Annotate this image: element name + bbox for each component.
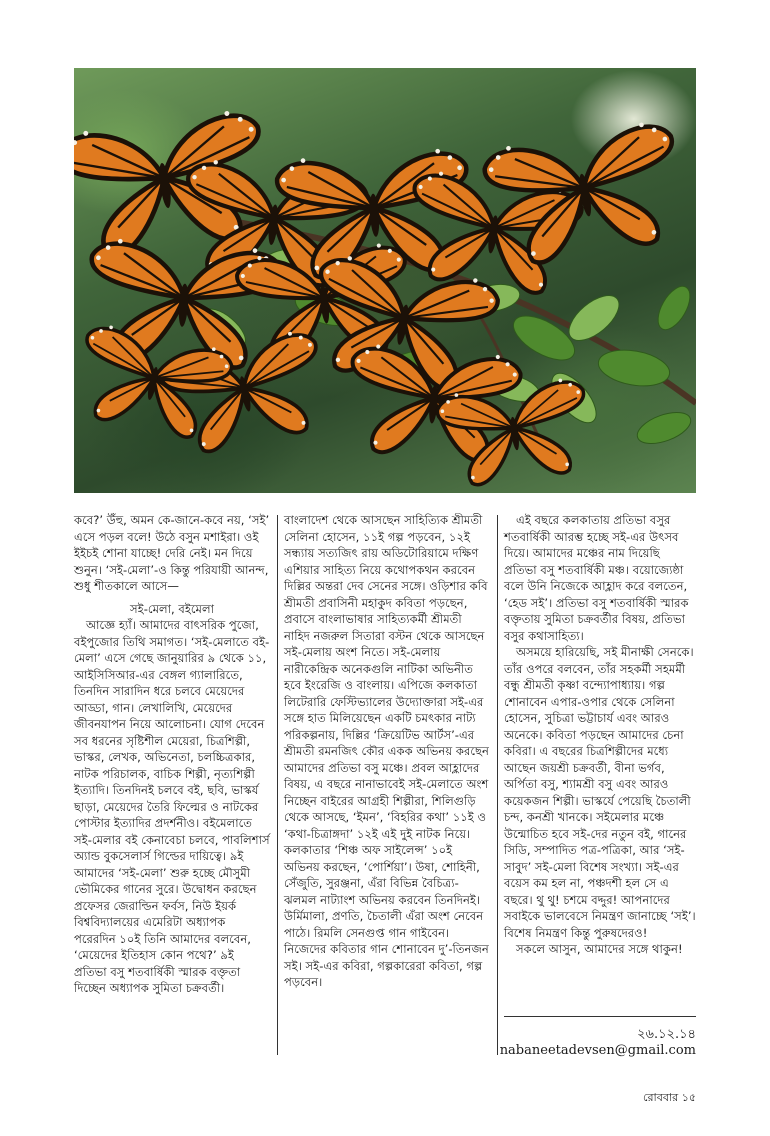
column-divider — [277, 515, 278, 1055]
leaf — [633, 406, 695, 450]
paragraph: বাংলাদেশ থেকে আসছেন সাহিত্যিক শ্রীমতী সেলিনা হোসেন, ১১ই গল্প পড়বেন, ১২ই সন্ধ্যায় সত্যজিৎ রায় অডিটোরিয়ামে দক্ষিণ এশিয়ার সাহিত্য নিয়ে কথোপকথন করবেন দিল্লির অন্তরা দেব সেনের সঙ্গে। ওড়িশার কবি শ্রীমতী প্রবাসিনী মহাকুদ কবিতা পড়ছেন, প্রবাসে বাংলাভাষার সাহিত্যকর্মী শ্রীমতী নাহিদ নজরুল সিতারা বস্টন থেকে আসছেন সই-মেলায় অংশ নিতে। সই-মেলায় নারীকেন্দ্রিক অনেকগুলি নাটিকা অভিনীত হবে ইংরেজি ও বাংলায়। এপিজে কলকাতা লিটেরারি ফেস্টিভ্যালের উদ্যোক্তারা সই-এর সঙ্গে হাত মিলিয়েছেন একটি চমৎকার নাট্য পরিকল্পনায়, দিল্লির ‘ক্রিয়েটিভ আর্টস’-এর শ্রীমতী রমনজিৎ কৌর একক অভিনয় করছেন আমাদের প্রতিভা বসু মঞ্চে। প্রবল আহ্লাদের বিষয়, এ বছরে নানাভাবেই সই-মেলাতে অংশ নিচ্ছেন বাইরের আগ্রহী শিল্পীরা, শিলিগুড়ি থেকে আসছে, ‘ইমন’, ‘বিহরির কথা’ ১১ই ও ‘কথা-চিত্রাঙ্গদা’ ১২ই এই দুই নাটক নিয়ে। কলকাতার ‘শিঞ্চ অফ সাইলেন্স’ ১০ই অভিনয় করছেন, ‘পোর্শিয়া’। উষা, শোহিনী, সেঁজুতি, সুরঞ্জনা, এঁরা বিভিন্ন বৈচিত্র্য-ঝলমল নাট্যাংশ অভিনয় করবেন তিনদিনই। উর্মিমালা, প্রণতি, চৈতালী এঁরা অংশ নেবেন পাঠে। রিমলি সেনগুপ্ত গান গাইবেন। নিজেদের কবিতার গান শোনাবেন দু’-তিনজন সই। সই-এর কবিরা, গল্পকারেরা কবিতা, গল্প পড়বেন। — [284, 513, 489, 989]
wing — [235, 331, 321, 388]
article-column-2 — [284, 512, 490, 991]
butterfly-photo — [74, 68, 696, 493]
author-email: nabaneetadevsen@gmail.com — [499, 1043, 696, 1058]
article-column-3 — [504, 512, 696, 958]
leaf — [596, 345, 673, 391]
paragraph: আজ্ঞে হ্যাঁ। আমাদের বাৎসরিক পুজো, বইপুজোর তিথি সমাগত। ‘সই-মেলাতে বই-মেলা’ এসে গেছে জানুয়ারির ৯ থেকে ১১, আইসিসিআর-এর বেঙ্গল গ্যালারিতে, তিনদিন সারাদিন ধরে চলবে মেয়েদের আড্ডা, গান। লেখালিখি, মেয়েদের জীবনযাপন নিয়ে আলোচনা। যোগ দেবেন সব ধরনের সৃষ্টিশীল মেয়েরা, চিত্রশিল্পী, ভাস্কর, লেখক, অভিনেতা, চলচ্চিত্রকার, নাটক পরিচালক, বাচিক শিল্পী, নৃত্যশিল্পী ইত্যাদি। তিনদিনই চলবে বই, ছবি, ভাস্কর্য ছাড়া, মেয়েদের তৈরি ফিল্মের ও নাটকের পোস্টার ইত্যাদির প্রদর্শনীও। বইমেলাতে সই-মেলার বই কেনাবেচা চলবে, পাবলিশার্স অ্যান্ড বুকসেলার্স গিল্ডের দায়িত্বে। ৯ই আমাদের ‘সই-মেলা’ শুরু হচ্ছে মৌসুমী ভৌমিকের গানের সুরে। উদ্বোধন করছেন প্রফেসর জেরাল্ডিন ফর্বস, নিউ ইয়র্ক বিশ্ববিদ্যালয়ের এমেরিটা অধ্যাপক পরেরদিন ১০ই তিনি আমাদের বলবেন, ‘মেয়েদের ইতিহাস কোন পথে?’ ৯ই প্রতিভা বসু শতবার্ষিকী স্মারক বক্তৃতা দিচ্ছেন অধ্যাপক সুমিতা চক্রবর্তী। — [74, 618, 270, 995]
page-footer: রোববার ১৫ — [643, 1091, 696, 1104]
wing — [411, 173, 501, 228]
signoff-rule — [504, 1016, 696, 1017]
butterfly-illustration — [74, 68, 696, 493]
column-divider — [497, 515, 498, 1055]
paragraph: অসময়ে হারিয়েছি, সই মীনাক্ষী সেনকে। তাঁর ওপরে বলবেন, তাঁর সহকর্মী সহমর্মী বন্ধু শ্রীমতী কৃষ্ণা বন্দ্যোপাধ্যায়। গল্প শোনাবেন এপার-ওপার থেকে সেলিনা হোসেন, সুচিত্রা ভট্টাচার্য এবং আরও অনেকে। কবিতা পড়ছেন আমাদের চেনা কবিরা। এ বছরের চিত্রশিল্পীদের মধ্যে আছেন জয়শ্রী চক্রবর্তী, বীনা ভর্গব, অর্পিতা বসু, শ্যামশ্রী বসু এবং আরও কয়েকজন শিল্পী। ভাস্কর্যে পেয়েছি চৈতালী চন্দ, কনশ্রী খানকে। সইমেলার মঞ্চে উন্মোচিত হবে সই-দের নতুন বই, গানের সিডি, সম্পাদিত পত্র-পত্রিকা, আর ‘সই-সাবুদ’ সই-মেলা বিশেষ সংখ্যা। সই-এর বয়েস কম হল না, পঞ্চদশী হল সে এ বছরে। থু থু! চশমে বদ্দুর! আপনাদের সবাইকে ভালবেসে নিমন্ত্রণ জানাচ্ছে ‘সই’। বিশেষ নিমন্ত্রণ কিন্তু পুরুষদেরও! — [504, 645, 696, 940]
paragraph: এই বছরে কলকাতায় প্রতিভা বসুর শতবার্ষিকী আরম্ভ হচ্ছে সই-এর উৎসব দিয়ে। আমাদের মঞ্চের নাম দিয়েছি প্রতিভা বসু শতবার্ষিকী মঞ্চ। বয়োজ্যেষ্ঠা বলে উনি নিজেকে আহ্লাদ করে বলতেন, ‘হেড সই’। প্রতিভা বসু শতবার্ষিকী স্মারক বক্তৃতায় সুমিতা চক্রবর্তীর বিষয়, প্রতিভা বসুর কথাসাহিত্য। — [504, 513, 689, 643]
paragraph: কবে?’ উঁহু, অমন কে-জানে-কবে নয়, ‘সই’ এসে পড়ল বলে! উঠে বসুন মশাইরা। ওই ইইচই শোনা যাচ্ছে! দেরি নেই। মন দিয়ে শুনুন। ‘সই-মেলা’-ও কিন্তু পরিযায়ী আনন্দ, শুধু শীতকালে আসে— — [74, 513, 270, 593]
leaf — [652, 281, 696, 335]
wing — [74, 126, 164, 192]
wing — [371, 393, 434, 456]
paragraph: সকলে আসুন, আমাদের সঙ্গে থাকুন! — [516, 942, 683, 956]
wing — [584, 177, 660, 253]
wing — [575, 123, 677, 188]
article-column-1 — [74, 512, 270, 997]
wing — [514, 421, 571, 479]
article-date: ২৬.১২.১৪ — [637, 1027, 696, 1042]
section-heading: সই-মেলা, বইমেলা — [130, 601, 214, 616]
